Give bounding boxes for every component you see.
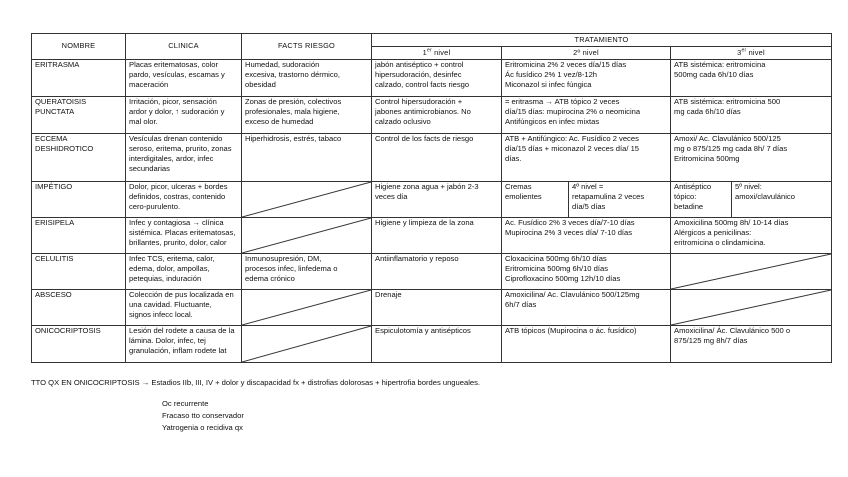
nivel1-word: nivel — [434, 47, 451, 57]
cell-line: calzado oclusivo — [375, 116, 431, 126]
cell-line: Inmunosupresión, DM, — [245, 253, 322, 263]
cell-nivel1 — [372, 325, 502, 362]
cell-clinica — [126, 253, 242, 289]
cell-line: Infec y contagiosa → clínica — [129, 217, 224, 227]
cell-line: 875/125 mg 8h/7 días — [674, 335, 748, 345]
notes-main-line: TTO QX EN ONICOCRIPTOSIS → Estadios IIb, III, IV + dolor y discapacidad fx + distrofias dolorosas + hipertrofia bordes ungueales. — [31, 378, 481, 387]
cell-nivel3 — [671, 325, 832, 362]
cell-line: Higiene y limpieza de la zona — [375, 217, 474, 227]
cell-line: granulación, inflam rodete lat — [129, 345, 227, 355]
cell-line: brillantes, prurito, dolor, calor — [129, 237, 227, 247]
cell-nombre — [32, 59, 126, 96]
cell-line: Amoxicilina/ Ac. Clavulánico 500/125mg — [505, 289, 640, 299]
cell-clinica — [126, 96, 242, 133]
cell-riesgo — [242, 96, 372, 133]
cell-nombre — [32, 96, 126, 133]
cell-riesgo — [242, 59, 372, 96]
nivel3-superscript: er — [741, 47, 747, 54]
cell-line: hipersudoración, desinfec — [375, 69, 462, 79]
cell-clinica — [126, 325, 242, 362]
cell-line: Antiséptico — [674, 181, 712, 191]
cell-nivel2 — [502, 325, 671, 362]
cell-nivel3 — [671, 217, 832, 253]
cell-line: Amoxicilina 500mg 8h/ 10-14 días — [674, 217, 789, 227]
cell-line: secundarias — [129, 163, 170, 173]
cell-line: pardo, vesículas, escamas y — [129, 69, 225, 79]
cell-line: ardor y dolor, ↑ sudoración y — [129, 106, 225, 116]
cell-line: = eritrasma → ATB tópico 2 veces — [505, 96, 620, 106]
cell-line: edema, dolor, ampollas, — [129, 263, 210, 273]
cell-line: Colección de pus localizada en — [129, 289, 234, 299]
cell-clinica — [126, 217, 242, 253]
cell-line: Vesículas drenan contenido — [129, 133, 223, 143]
cell-nivel3b — [732, 181, 832, 217]
cell-line: Antiinflamatorio y reposo — [375, 253, 459, 263]
header-nivel-3 — [671, 46, 832, 59]
surgical-notes — [31, 378, 480, 433]
cell-line: Drenaje — [375, 289, 402, 299]
table-row-celulitis — [32, 253, 832, 289]
cell-line: Ac. Fusídico 2% 3 veces día/7-10 días — [505, 217, 635, 227]
cell-line: Espiculotomía y antisépticos — [375, 325, 471, 335]
cell-line: 500mg cada 6h/10 días — [674, 69, 754, 79]
cell-line: Hiperhidrosis, estrés, tabaco — [245, 133, 342, 143]
cell-clinica — [126, 133, 242, 181]
cell-line: edema crónico — [245, 273, 295, 283]
cell-line: Eritromicina 500mg — [674, 153, 740, 163]
cell-line: Eritromicina 500mg 6h/10 días — [505, 263, 608, 273]
diagonal-strike — [671, 290, 831, 325]
header-nombre-label: NOMBRE — [61, 41, 96, 51]
cell-line: petequias, induración — [129, 273, 202, 283]
cell-nombre — [32, 217, 126, 253]
cell-line: mg cada 6h/10 días — [674, 106, 741, 116]
cell-nombre — [32, 289, 126, 325]
cell-line: profesionales, mala higiene, — [245, 106, 340, 116]
header-nombre — [32, 34, 126, 60]
diagonal-strike — [242, 182, 371, 217]
cell-line: 5º nivel: — [735, 181, 762, 191]
cell-line: PUNCTATA — [35, 106, 75, 116]
cell-nivel1 — [372, 59, 502, 96]
cell-line: Mupirocina 2% 3 veces día/ 7-10 días — [505, 227, 633, 237]
notes-item: Fracaso tto conservador — [162, 410, 244, 420]
cell-line: ABSCESO — [35, 289, 72, 299]
notes-item: Yatrogenia o recidiva qx — [162, 422, 243, 432]
cell-line: emolientes — [505, 191, 542, 201]
document-page — [31, 33, 831, 363]
diagonal-strike — [242, 326, 371, 362]
table-row-onicocriptosis — [32, 325, 832, 362]
cell-line: DESHIDROTICO — [35, 143, 94, 153]
notes-item: Oc recurrente — [162, 399, 209, 408]
cell-line: 6h/7 días — [505, 299, 537, 309]
cell-nivel2b — [569, 181, 671, 217]
cell-riesgo-empty — [242, 181, 372, 217]
cell-line: ERISIPELA — [35, 217, 75, 227]
cell-nivel1 — [372, 96, 502, 133]
cell-line: veces día — [375, 191, 408, 201]
header-facts-riesgo-label: FACTS RIESGO — [277, 41, 336, 51]
cell-line: Eritromicina 2% 2 veces día/15 días — [505, 59, 627, 69]
cell-line: Alérgicos a penicilinas: — [674, 227, 752, 237]
cell-line: Control hipersudoración + — [375, 96, 463, 106]
cell-line: IMPÉTIGO — [35, 181, 73, 191]
cell-line: mg o 875/125 mg cada 8h/ 7 días — [674, 143, 788, 153]
cell-line: Amoxicilina/ Ác. Clavulánico 500 o — [674, 325, 791, 335]
cell-nivel3 — [671, 96, 832, 133]
cell-line: procesos infec, linfedema o — [245, 263, 338, 273]
cell-line: Irritación, picor, sensación — [129, 96, 217, 106]
header-tratamiento-label: TRATAMIENTO — [574, 35, 629, 44]
cell-riesgo-empty — [242, 217, 372, 253]
notes-list — [162, 398, 480, 433]
cell-riesgo — [242, 253, 372, 289]
header-nivel-1 — [372, 46, 502, 59]
nivel3-number: 3 — [737, 47, 742, 57]
cell-line: Antifúngicos en infec mixtas — [505, 116, 600, 126]
table-row-absceso — [32, 289, 832, 325]
cell-line: obesidad — [245, 79, 276, 89]
header-clinica — [126, 34, 242, 60]
cell-riesgo-empty — [242, 289, 372, 325]
cell-nivel1 — [372, 289, 502, 325]
cell-line: jabón antiséptico + control — [375, 59, 464, 69]
cell-line: una cavidad. Fluctuante, — [129, 299, 212, 309]
nivel2-label: 2º nivel — [573, 47, 599, 57]
cell-line: Ác fusídico 2% 1 vez/8-12h — [505, 69, 598, 79]
cell-nivel3a — [671, 181, 732, 217]
cell-line: ATB sistémica: eritromicina — [674, 59, 766, 69]
cell-nivel2 — [502, 133, 671, 181]
cell-line: ONICOCRIPTOSIS — [35, 325, 101, 335]
cell-nivel3-empty — [671, 253, 832, 289]
cell-line: lámina. Dolor, infec, tej — [129, 335, 206, 345]
cell-clinica — [126, 181, 242, 217]
cell-line: retapamulina 2 veces — [572, 191, 645, 201]
cell-nivel3-empty — [671, 289, 832, 325]
cell-line: Cloxacicina 500mg 6h/10 días — [505, 253, 607, 263]
header-nivel-2 — [502, 46, 671, 59]
cell-line: Lesión del rodete a causa de la — [129, 325, 235, 335]
cell-line: signos infecc local. — [129, 309, 193, 319]
cell-line: Humedad, sudoración — [245, 59, 320, 69]
cell-line: tópico: — [674, 191, 697, 201]
cell-line: amoxi/clavulánico — [735, 191, 795, 201]
cell-nivel2a — [502, 181, 569, 217]
cell-line: seroso, eritema, prurito, zonas — [129, 143, 232, 153]
cell-line: sistémica. Placas eritematosas, — [129, 227, 236, 237]
cell-nombre — [32, 325, 126, 362]
nivel1-number: 1 — [422, 47, 427, 57]
cell-line: Control de los facts de riesgo — [375, 133, 474, 143]
table-row-erisipela — [32, 217, 832, 253]
cell-line: Cremas — [505, 181, 532, 191]
cell-nombre — [32, 133, 126, 181]
cell-line: Dolor, picor, ulceras + bordes — [129, 181, 228, 191]
cell-nivel1 — [372, 181, 502, 217]
cell-line: eritromicina o clindamicina. — [674, 237, 766, 247]
nivel3-word: nivel — [748, 47, 765, 57]
cell-line: día/5 días — [572, 201, 606, 211]
cell-line: día/15 días: mupirocina 2% o neomicina — [505, 106, 641, 116]
cell-riesgo-empty — [242, 325, 372, 362]
cell-nivel1 — [372, 217, 502, 253]
header-clinica-label: CLINICA — [168, 41, 199, 51]
cell-line: ERITRASMA — [35, 59, 80, 69]
cell-line: ATB + Antifúngico: Ac. Fusídico 2 veces — [505, 133, 639, 143]
cell-line: excesiva, trastorno dérmico, — [245, 69, 340, 79]
cell-line: día/15 días + miconazol 2 veces día/ 15 — [505, 143, 640, 153]
cell-line: interdigitales, ardor, infec — [129, 153, 214, 163]
cell-line: Ciprofloxacino 500mg 12h/10 días — [505, 273, 621, 283]
cell-nivel1 — [372, 133, 502, 181]
diagonal-strike — [242, 290, 371, 325]
cell-riesgo — [242, 133, 372, 181]
cell-line: CELULITIS — [35, 253, 74, 263]
cell-line: Zonas de presión, colectivos — [245, 96, 342, 106]
cell-nivel2 — [502, 289, 671, 325]
cell-line: jabones antimicrobianos. No — [375, 106, 471, 116]
cell-line: exceso de humedad — [245, 116, 314, 126]
table-row-eccema — [32, 133, 832, 181]
cell-nombre — [32, 253, 126, 289]
cell-nivel1 — [372, 253, 502, 289]
cell-nivel2 — [502, 217, 671, 253]
cell-line: ATB sistémica: eritromicina 500 — [674, 96, 781, 106]
cell-line: Miconazol si infec fúngica — [505, 79, 592, 89]
cell-line: Infec TCS, eritema, calor, — [129, 253, 215, 263]
table-row-impetigo — [32, 181, 832, 217]
cell-line: ECCEMA — [35, 133, 68, 143]
cell-nivel3 — [671, 59, 832, 96]
header-facts-riesgo — [242, 34, 372, 60]
cell-clinica — [126, 59, 242, 96]
treatment-table — [31, 33, 832, 363]
cell-line: 4º nivel = — [572, 181, 604, 191]
cell-line: Amoxi/ Ac. Clavulánico 500/125 — [674, 133, 781, 143]
cell-line: maceración — [129, 79, 169, 89]
cell-line: días. — [505, 153, 522, 163]
cell-line: Placas eritematosas, color — [129, 59, 219, 69]
cell-line: cero-purulento. — [129, 201, 181, 211]
cell-line: definidos, costras, contenido — [129, 191, 226, 201]
cell-clinica — [126, 289, 242, 325]
cell-line: calzado, control facts riesgo — [375, 79, 470, 89]
diagonal-strike — [671, 254, 831, 289]
table-row-eritrasma — [32, 59, 832, 96]
cell-line: Higiene zona agua + jabón 2-3 — [375, 181, 479, 191]
header-row-1 — [32, 34, 832, 47]
cell-line: ATB tópicos (Mupirocina o ác. fusídico) — [505, 325, 637, 335]
cell-nivel3 — [671, 133, 832, 181]
table-row-queratoisis — [32, 96, 832, 133]
cell-line: QUERATOISIS — [35, 96, 87, 106]
cell-line: betadine — [674, 201, 704, 211]
cell-nombre — [32, 181, 126, 217]
cell-nivel2 — [502, 96, 671, 133]
nivel1-superscript: er — [426, 47, 432, 54]
header-tratamiento — [372, 34, 832, 47]
diagonal-strike — [242, 218, 371, 253]
cell-nivel2 — [502, 253, 671, 289]
cell-line: mal olor. — [129, 116, 158, 126]
cell-nivel2 — [502, 59, 671, 96]
